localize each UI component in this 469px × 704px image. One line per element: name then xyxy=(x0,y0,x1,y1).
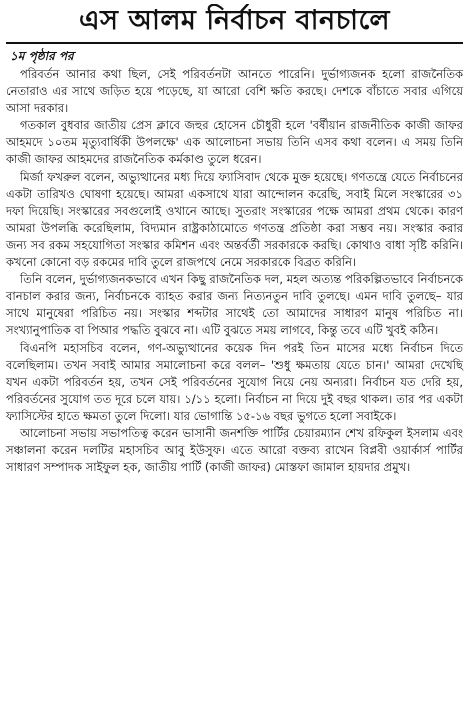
article-paragraph: বিএনপি মহাসচিব বলেন, গণ-অভ্যুত্থানের কয়েক দিন পরই তিন মাসের মধ্যে নির্বাচন দিতে বলেছিলাম। তখন সবাই আমার সমালোচনা করে বলল– 'শুধু ক্ষমতায় যেতে চান।' আমরা দেখেছি যখন একটা পরিবর্তন হয়, তখন সেই পরিবর্তনের সুযোগ নিয়ে নেয় অন্যরা। নির্বাচন যত দেরি হয়, পরিবর্তনের সুযোগ তত দূরে চলে যায়। ১/১১ হলো। নির্বাচন না দিয়ে দুই বছর থাকল। তার পর একটা ফ্যাসিস্টের হাতে ক্ষমতা তুলে দিলো। যার ভোগান্তি ১৫-১৬ বছর ভুগতে হলো সবাইকে। xyxy=(6,340,463,423)
article-paragraph: গতকাল বুধবার জাতীয় প্রেস ক্লাবে জহুর হোসেন চৌধুরী হলে 'বর্ষীয়ান রাজনীতিক কাজী জাফর আহমদে ১০তম মৃত্যুবার্ষিকী উপলক্ষে' এক আলোচনা সভায় তিনি এসব কথা বলেন। এ সময় তিনি কাজী জাফর আহমদের রাজনৈতিক কর্মকাণ্ড তুলে ধরেন। xyxy=(6,118,463,167)
article-paragraph: পরিবর্তন আনার কথা ছিল, সেই পরিবর্তনটা আনতে পারেনি। দুর্ভাগ্যজনক হলো রাজনৈতিক নেতারাও এর সাথে জড়িত হয়ে পড়েছে, যা আরো বেশি ক্ষতি করছে। দেশকে বাঁচাতে সবার এগিয়ে আসা দরকার। xyxy=(6,67,463,116)
headline-rule xyxy=(6,42,463,44)
headline: এস আলম নির্বাচন বানচালে xyxy=(79,5,390,36)
article-body xyxy=(6,66,463,476)
article-paragraph: মির্জা ফখরুল বলেন, অভ্যুত্থানের মধ্য দিয়ে ফ্যাসিবাদ থেকে মুক্ত হয়েছে। গণতন্ত্রে যেতে নির্বাচনের একটা তারিখও ঘোষণা হয়েছে। আমরা একসাথে যারা আন্দোলন করেছি, সবাই মিলে সংস্কারের ৩১ দফা দিয়েছি। সংস্কারের সবগুলোই ওখানে আছে। সুতরাং সংস্কারের পক্ষে আমরা প্রথম থেকে। কারণ আমরা উপলব্ধি করেছিলাম, বিদ্যমান রাষ্ট্রকাঠামোতে গণতন্ত্র প্রতিষ্ঠা করা সম্ভব নয়। সংস্কার করার জন্য সব রকম সহযোগিতা সংস্কার কমিশন এবং অন্তর্বর্তী সরকারকে করছি। কোথাও বাধা সৃষ্টি করিনি। কখনো কোনো বড় রকমের দাবি তুলে রাজপথে নেমে সরকারকে বিব্রত করিনি। xyxy=(6,169,463,270)
article-paragraph: আলোচনা সভায় সভাপতিত্ব করেন ভাসানী জনশক্তি পার্টির চেয়ারম্যান শেখ রফিকুল ইসলাম এবং সঞ্চালনা করেন দলটির মহাসচিব আবু ইউসুফ। এতে আরো বক্তব্য রাখেন বিপ্লবী ওয়ার্কার্স পার্টির সাধারণ সম্পাদক সাইফুল হক, জাতীয় পার্টি (কাজী জাফর) মোস্তফা জামাল হায়দার প্রমুখ। xyxy=(6,425,463,475)
article-paragraph: তিনি বলেন, দুর্ভাগ্যজনকভাবে এখন কিছু রাজনৈতিক দল, মহল অত্যন্ত পরিকল্পিতভাবে নির্বাচনকে বানচাল করার জন্য, নির্বাচনকে ব্যাহত করার জন্য নিত্যনতুন দাবি তুলছে। এমন দাবি তুলছে– যার সাথে মানুষেরা পরিচিত নয়। সংস্কার শব্দটার সাথেই তো আমাদের সাধারণ মানুষ পরিচিত না। সংখ্যানুপাতিক বা পিআর পদ্ধতি বুঝবে না। এটি বুঝতে সময় লাগবে, কিন্তু তবে এটি খুবই কঠিন। xyxy=(6,272,463,338)
continued-from-page-label: ১ম পৃষ্ঠার পর xyxy=(10,49,74,63)
